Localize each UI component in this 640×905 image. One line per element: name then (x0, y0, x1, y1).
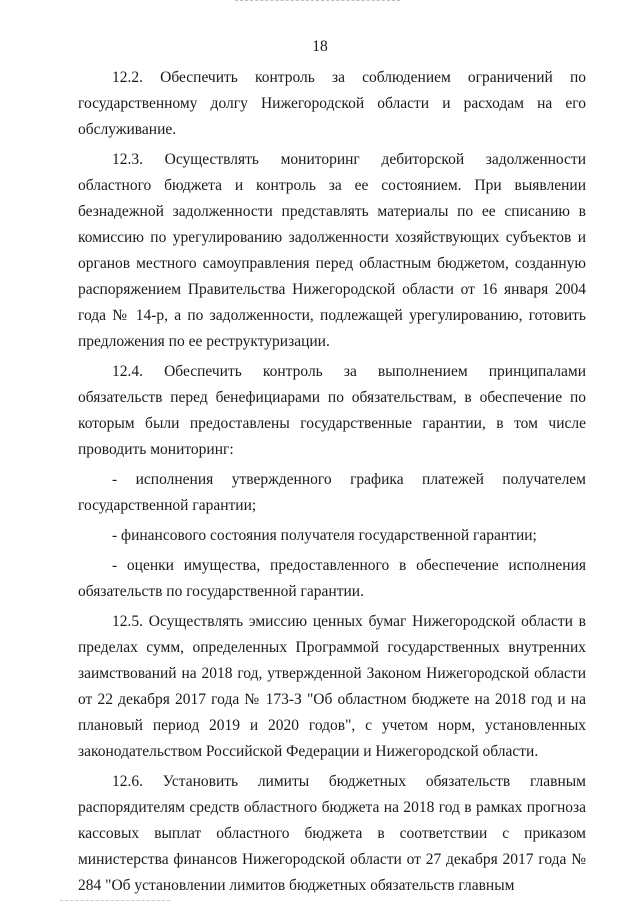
paragraph-12-2: 12.2. Обеспечить контроль за соблюдением ограничений по государственному долгу Нижегородской области и расходам на его обслуживание. (78, 69, 586, 138)
list-item-financial-state: - финансового состояния получателя государственной гарантии; (112, 527, 537, 544)
list-item-property-valuation: - оценки имущества, предоставленного в обеспечение исполнения обязательств по государственной гарантии. (78, 557, 586, 600)
paragraph-12-6: 12.6. Установить лимиты бюджетных обязательств главным распорядителям средств областного бюджета на 2018 год в рамках прогноза кассовых выплат областного бюджета в соответствии с приказом министерства финансов Нижегородской области от 27 декабря 2017 года № 284 "Об установлении лимитов бюджетных обязательств главным (78, 773, 586, 894)
paragraph-12-3: 12.3. Осуществлять мониторинг дебиторской задолженности областного бюджета и контроль за ее состоянием. При выявлении безнадежной задолженности представлять материалы по ее списанию в комиссию по урегулированию задолженности хозяйствующих субъектов и органов местного самоуправления перед областным бюджетом, созданную распоряжением Правительства Нижегородской области от 16 января 2004 года № 14-р, а по задолженности, подлежащей урегулированию, готовить предложения по ее реструктуризации. (78, 151, 586, 350)
scan-edge-mark-top (235, 0, 400, 3)
page-number: 18 (312, 38, 328, 55)
scan-edge-mark-bottom (60, 900, 170, 903)
paragraph-12-5: 12.5. Осуществлять эмиссию ценных бумаг Нижегородской области в пределах сумм, определенных Программой государственных внутренних заимствований на 2018 год, утвержденной Законом Нижегородской области от 22 декабря 2017 года № 173-З "Об областном бюджете на 2018 год и на плановый период 2019 и 2020 годов", с учетом норм, установленных законодательством Российской Федерации и Нижегородской области. (78, 613, 586, 760)
document-body (78, 65, 586, 903)
paragraph-12-4: 12.4. Обеспечить контроль за выполнением принципалами обязательств перед бенефициарами по обязательствам, в обеспечение по которым были предоставлены государственные гарантии, в том числе проводить мониторинг: (78, 363, 586, 458)
list-item-payment-schedule: - исполнения утвержденного графика платежей получателем государственной гарантии; (78, 471, 586, 514)
